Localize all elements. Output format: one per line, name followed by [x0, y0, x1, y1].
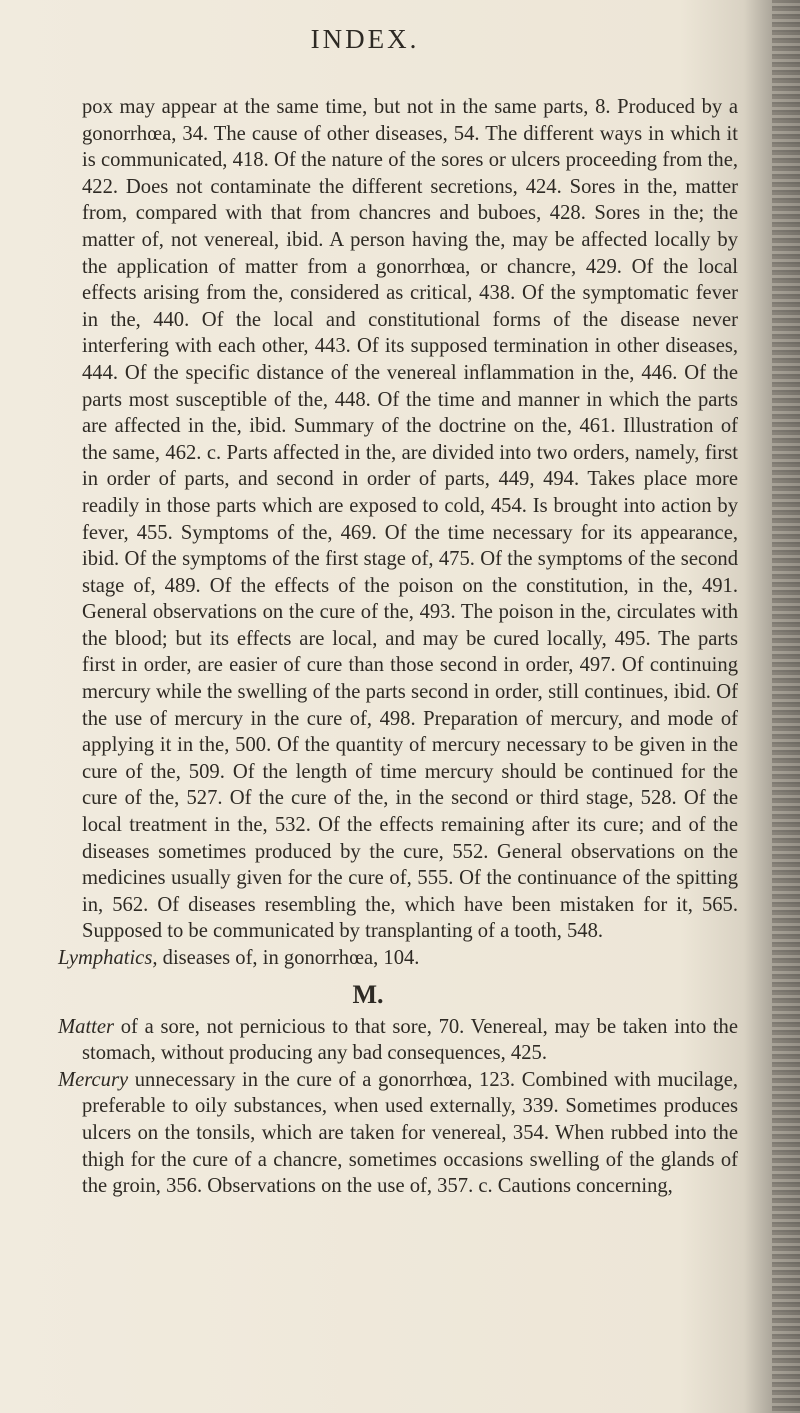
- index-text: [58, 94, 738, 1200]
- entry-head: Mercury: [58, 1068, 129, 1091]
- index-entry-lymphatics: [58, 945, 738, 972]
- entry-body: unnecessary in the cure of a gonorrhœa, 123. Combined with mucilage, preferable to oily substances, when used externally, 339. Sometimes produces ulcers on the tonsils, which are taken for venereal, 354. When rubbed into the thigh for the cure of a chancre, sometimes occasions swelling of the glands of the groin, 356. Observations on the use of, 357. c. Cautions concerning,: [82, 1068, 738, 1198]
- index-entry-matter: [58, 1014, 738, 1067]
- entry-body: diseases of, in gonorrhœa, 104.: [157, 947, 420, 969]
- entry-head: Matter: [58, 1015, 115, 1038]
- index-entry-continued: pox may appear at the same time, but not in the same parts, 8. Produced by a gonorrhœa, 34. The cause of other diseases, 54. The different ways in which it is communicated, 418. Of the nature of the sores or ulcers proceeding from the, 422. Does not contaminate the different secretions, 424. Sores in the, matter from, compared with that from chancres and buboes, 428. Sores in the; the matter of, not venereal, ibid. A person having the, may be affected locally by the application of matter from a gonorrhœa, or chancre, 429. Of the local effects arising from the, considered as critical, 438. Of the symptomatic fever in the, 440. Of the local and constitutional forms of the disease never interfering with each other, 443. Of its supposed termination in other diseases, 444. Of the specific distance of the venereal inflammation in the, 446. Of the parts most susceptible of the, 448. Of the time and manner in which the parts are affected in the, ibid. Summary of the doctrine on the, 461. Illustration of the same, 462. c. Parts affected in the, are divided into two orders, namely, first in order of parts, and second in order of parts, 449, 494. Takes place more readily in those parts which are exposed to cold, 454. Is brought into action by fever, 455. Symptoms of the, 469. Of the time necessary for its appearance, ibid. Of the symptoms of the first stage of, 475. Of the symptoms of the second stage of, 489. Of the effects of the poison on the constitution, in the, 491. General observations on the cure of the, 493. The poison in the, circulates with the blood; but its effects are local, and may be cured locally, 495. The parts first in order, are easier of cure than those second in order, 497. Of continuing mercury while the swelling of the parts second in order, still continues, ibid. Of the use of mercury in the cure of, 498. Preparation of mercury, and mode of applying it in the, 500. Of the quantity of mercury necessary to be given in the cure of the, 509. Of the length of time mercury should be continued for the cure of the, 527. Of the cure of the, in the second or third stage, 528. Of the local treatment in the, 532. Of the effects remaining after its cure; and of the diseases sometimes produced by the cure, 552. General observations on the medicines usually given for the cure of, 555. Of the continuance of the spitting in, 562. Of diseases resembling the, which have been mistaken for it, 565. Supposed to be communicated by transplanting of a tooth, 548.: [82, 96, 738, 943]
- entry-head: Lymphatics,: [58, 947, 158, 969]
- page-edge-shadow: [772, 0, 800, 1413]
- index-entry-mercury: [58, 1067, 738, 1200]
- section-letter: M.: [352, 979, 384, 1009]
- entry-body: of a sore, not pernicious to that sore, 70. Venereal, may be taken into the stomach, without producing any bad consequences, 425.: [82, 1015, 738, 1065]
- page-header: INDEX.: [310, 24, 420, 54]
